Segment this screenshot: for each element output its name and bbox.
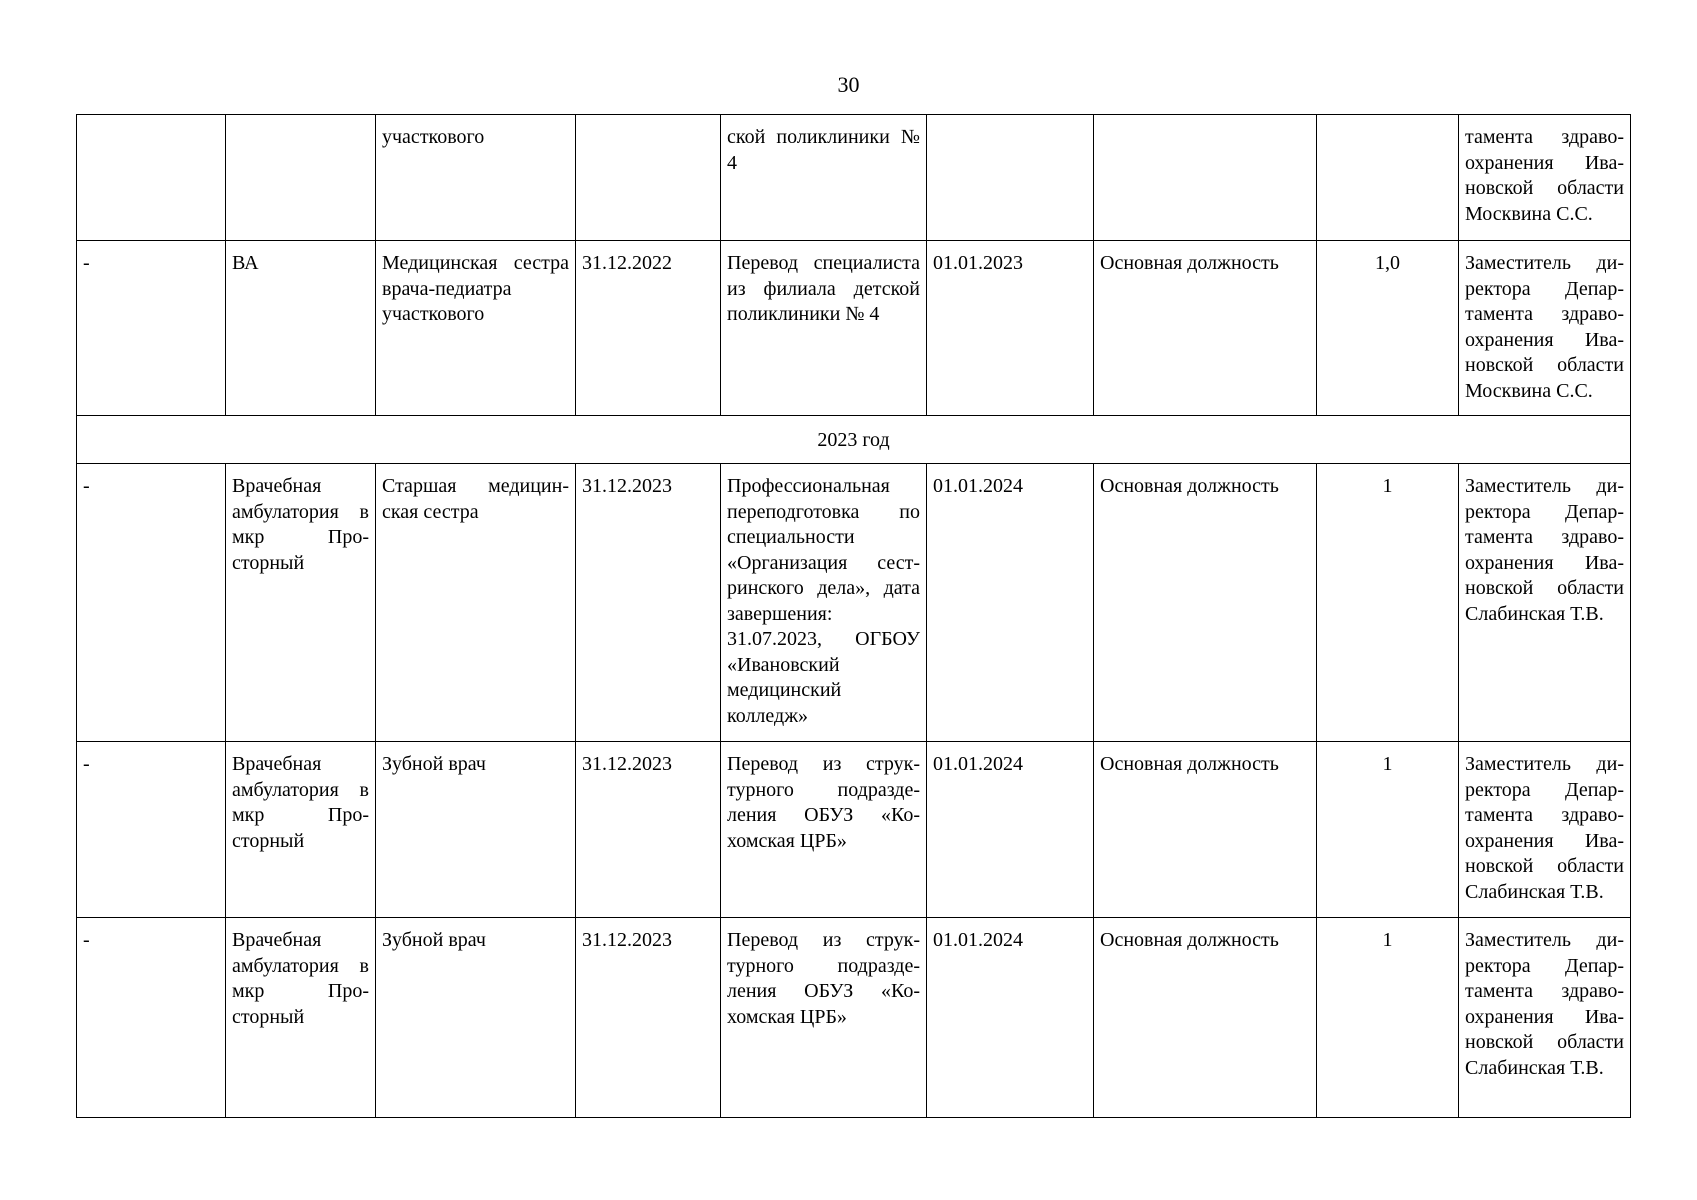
table-row xyxy=(77,464,1631,742)
approver-cell: Заместитель директора Департамента здравоохранения Ивановской области Слабинская Т.В. xyxy=(1459,742,1631,918)
deadline-cell xyxy=(576,115,721,241)
basis-cell: Профессиональная переподготовка по специальности «Организация сестринского дела», дата завершения: 31.07.2023, ОГБОУ «Ивановский медицинский колледж» xyxy=(721,464,927,742)
start-date-cell: 01.01.2024 xyxy=(927,918,1094,1118)
approver-cell: Заместитель директора Департамента здравоохранения Ивановской области Москвина С.С. xyxy=(1459,241,1631,416)
subdivision-cell: Врачебная амбулатория в мкр Просторный xyxy=(226,918,376,1118)
position-cell: Старшая медицинская сестра xyxy=(376,464,576,742)
rate-cell: 1,0 xyxy=(1317,241,1459,416)
start-date-cell: 01.01.2023 xyxy=(927,241,1094,416)
year-heading: 2023 год xyxy=(77,416,1631,464)
subdivision-cell: Врачебная амбулатория в мкр Просторный xyxy=(226,742,376,918)
position-cell: Медицинская сестра врача-педиатра участкового xyxy=(376,241,576,416)
basis-cell: Перевод из структурного подразделения ОБУЗ «Кохомская ЦРБ» xyxy=(721,918,927,1118)
deadline-cell: 31.12.2023 xyxy=(576,918,721,1118)
table-row xyxy=(77,115,1631,241)
rate-cell: 1 xyxy=(1317,464,1459,742)
approver-cell: тамента здравоохранения Ивановской области Москвина С.С. xyxy=(1459,115,1631,241)
basis-cell: Перевод из структурного подразделения ОБУЗ «Кохомская ЦРБ» xyxy=(721,742,927,918)
number-cell: - xyxy=(77,464,226,742)
number-cell: - xyxy=(77,918,226,1118)
table-body xyxy=(77,115,1631,1118)
number-cell: - xyxy=(77,742,226,918)
position-cell: участкового xyxy=(376,115,576,241)
subdivision-cell: Врачебная амбулатория в мкр Просторный xyxy=(226,464,376,742)
position-type-cell: Основная должность xyxy=(1094,464,1317,742)
approver-cell: Заместитель директора Департамента здравоохранения Ивановской области Слабинская Т.В. xyxy=(1459,918,1631,1118)
position-type-cell: Основная должность xyxy=(1094,241,1317,416)
positions-table xyxy=(76,114,1631,1118)
start-date-cell xyxy=(927,115,1094,241)
start-date-cell: 01.01.2024 xyxy=(927,464,1094,742)
position-cell: Зубной врач xyxy=(376,918,576,1118)
position-type-cell xyxy=(1094,115,1317,241)
subdivision-cell xyxy=(226,115,376,241)
position-type-cell: Основная должность xyxy=(1094,918,1317,1118)
number-cell xyxy=(77,115,226,241)
table-row xyxy=(77,241,1631,416)
deadline-cell: 31.12.2023 xyxy=(576,742,721,918)
basis-cell: Перевод специалиста из филиала детской поликлиники № 4 xyxy=(721,241,927,416)
subdivision-cell: ВА xyxy=(226,241,376,416)
rate-cell xyxy=(1317,115,1459,241)
position-cell: Зубной врач xyxy=(376,742,576,918)
rate-cell: 1 xyxy=(1317,918,1459,1118)
page-number: 30 xyxy=(837,72,860,97)
position-type-cell: Основная должность xyxy=(1094,742,1317,918)
number-cell: - xyxy=(77,241,226,416)
year-row xyxy=(77,416,1631,464)
table-row xyxy=(77,742,1631,918)
start-date-cell: 01.01.2024 xyxy=(927,742,1094,918)
basis-cell: ской поликлиники № 4 xyxy=(721,115,927,241)
approver-cell: Заместитель директора Департамента здравоохранения Ивановской области Слабинская Т.В. xyxy=(1459,464,1631,742)
deadline-cell: 31.12.2023 xyxy=(576,464,721,742)
deadline-cell: 31.12.2022 xyxy=(576,241,721,416)
table-row xyxy=(77,918,1631,1118)
rate-cell: 1 xyxy=(1317,742,1459,918)
